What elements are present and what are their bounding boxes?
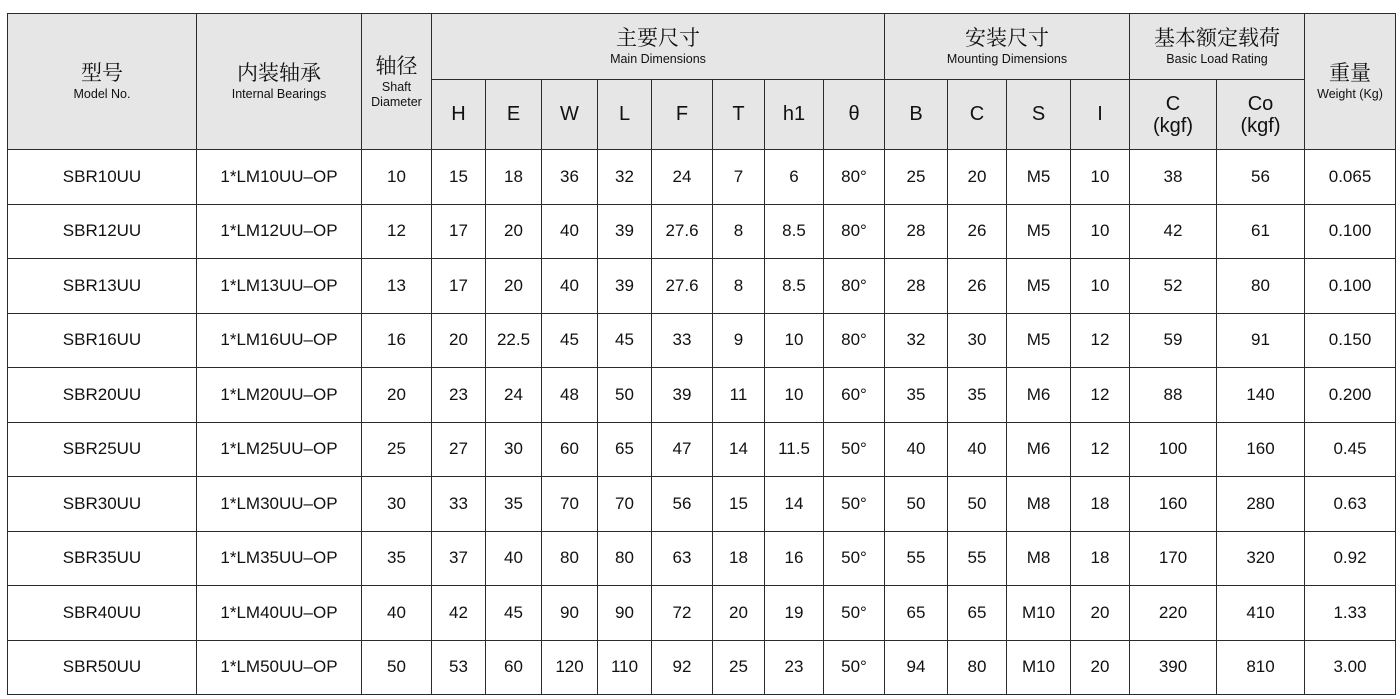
cell-t: 8 [713,259,765,314]
cell-h: 23 [432,368,486,423]
cell-i: 10 [1071,204,1130,259]
cell-c: 40 [948,422,1007,477]
cell-shaft: 50 [362,640,432,695]
col-l: L [598,80,652,150]
col-load-c [1130,80,1217,150]
cell-load-co: 61 [1217,204,1305,259]
cell-model: SBR35UU [8,531,197,586]
cell-weight: 1.33 [1305,586,1396,641]
cell-t: 9 [713,313,765,368]
cell-c: 80 [948,640,1007,695]
cell-e: 40 [486,531,542,586]
col-b: B [885,80,948,150]
cell-shaft: 20 [362,368,432,423]
cell-s: M5 [1007,150,1071,205]
header-model-cn: 型号 [81,62,123,85]
cell-s: M8 [1007,531,1071,586]
header-bearing-en: Internal Bearings [231,87,327,101]
cell-w: 36 [542,150,598,205]
col-h1: h1 [765,80,824,150]
cell-e: 45 [486,586,542,641]
col-e: E [486,80,542,150]
cell-i: 12 [1071,422,1130,477]
cell-s: M10 [1007,640,1071,695]
cell-load-c: 42 [1130,204,1217,259]
cell-l: 80 [598,531,652,586]
cell-f: 56 [652,477,713,532]
cell-i: 12 [1071,368,1130,423]
cell-h: 17 [432,204,486,259]
cell-weight: 0.200 [1305,368,1396,423]
header-weight-cn: 重量 [1329,62,1372,85]
spec-table-body [8,150,1396,695]
cell-weight: 0.63 [1305,477,1396,532]
cell-b: 40 [885,422,948,477]
cell-load-co: 410 [1217,586,1305,641]
cell-load-c: 220 [1130,586,1217,641]
header-model-en: Model No. [73,87,131,101]
cell-shaft: 35 [362,531,432,586]
cell-theta: 80° [824,313,885,368]
cell-load-c: 38 [1130,150,1217,205]
col-c: C [948,80,1007,150]
cell-bearing: 1*LM20UU–OP [197,368,362,423]
cell-shaft: 25 [362,422,432,477]
cell-h1: 10 [765,368,824,423]
table-row [8,259,1396,314]
cell-weight: 0.45 [1305,422,1396,477]
cell-shaft: 40 [362,586,432,641]
cell-i: 20 [1071,586,1130,641]
cell-load-c: 100 [1130,422,1217,477]
cell-l: 45 [598,313,652,368]
col-i: I [1071,80,1130,150]
header-mount-cn: 安装尺寸 [965,27,1049,50]
cell-bearing: 1*LM50UU–OP [197,640,362,695]
cell-h: 33 [432,477,486,532]
table-row [8,531,1396,586]
cell-s: M5 [1007,313,1071,368]
cell-b: 28 [885,204,948,259]
cell-b: 35 [885,368,948,423]
cell-l: 110 [598,640,652,695]
cell-h1: 14 [765,477,824,532]
cell-shaft: 30 [362,477,432,532]
cell-model: SBR16UU [8,313,197,368]
cell-bearing: 1*LM35UU–OP [197,531,362,586]
cell-load-c: 170 [1130,531,1217,586]
cell-load-co: 160 [1217,422,1305,477]
cell-s: M6 [1007,368,1071,423]
header-load-cn: 基本额定载荷 [1154,27,1281,50]
col-load-c-unit: (kgf) [1153,114,1194,137]
cell-w: 120 [542,640,598,695]
cell-weight: 0.065 [1305,150,1396,205]
cell-weight: 0.100 [1305,259,1396,314]
cell-t: 25 [713,640,765,695]
col-h: H [432,80,486,150]
cell-e: 60 [486,640,542,695]
cell-shaft: 13 [362,259,432,314]
cell-model: SBR40UU [8,586,197,641]
header-load-en: Basic Load Rating [1166,52,1268,66]
cell-t: 18 [713,531,765,586]
cell-h: 37 [432,531,486,586]
cell-s: M5 [1007,259,1071,314]
cell-theta: 50° [824,586,885,641]
cell-theta: 60° [824,368,885,423]
cell-theta: 50° [824,477,885,532]
table-row [8,313,1396,368]
cell-s: M8 [1007,477,1071,532]
cell-s: M10 [1007,586,1071,641]
cell-f: 33 [652,313,713,368]
cell-shaft: 16 [362,313,432,368]
cell-c: 30 [948,313,1007,368]
cell-weight: 3.00 [1305,640,1396,695]
cell-h: 20 [432,313,486,368]
cell-bearing: 1*LM10UU–OP [197,150,362,205]
cell-w: 80 [542,531,598,586]
cell-h: 15 [432,150,486,205]
cell-theta: 50° [824,422,885,477]
cell-e: 35 [486,477,542,532]
cell-t: 11 [713,368,765,423]
cell-c: 65 [948,586,1007,641]
cell-weight: 0.150 [1305,313,1396,368]
cell-load-co: 140 [1217,368,1305,423]
cell-load-c: 52 [1130,259,1217,314]
cell-h: 53 [432,640,486,695]
cell-h1: 10 [765,313,824,368]
col-w: W [542,80,598,150]
cell-l: 39 [598,259,652,314]
header-main-dimensions [432,14,885,80]
header-weight-en: Weight (Kg) [1317,87,1383,101]
cell-h1: 8.5 [765,204,824,259]
cell-e: 30 [486,422,542,477]
header-mounting-dimensions [885,14,1130,80]
cell-c: 26 [948,204,1007,259]
cell-model: SBR20UU [8,368,197,423]
cell-bearing: 1*LM30UU–OP [197,477,362,532]
cell-c: 35 [948,368,1007,423]
header-main-cn: 主要尺寸 [616,27,700,50]
cell-load-co: 320 [1217,531,1305,586]
cell-b: 94 [885,640,948,695]
cell-theta: 80° [824,259,885,314]
header-load-rating [1130,14,1305,80]
cell-h1: 19 [765,586,824,641]
cell-h1: 16 [765,531,824,586]
col-load-c-symbol: C [1165,92,1181,115]
cell-i: 10 [1071,150,1130,205]
header-shaft-en2: Diameter [371,94,422,109]
cell-l: 39 [598,204,652,259]
cell-e: 22.5 [486,313,542,368]
cell-b: 50 [885,477,948,532]
cell-weight: 0.100 [1305,204,1396,259]
cell-b: 32 [885,313,948,368]
cell-l: 65 [598,422,652,477]
col-load-co-symbol: Co [1247,92,1274,115]
cell-h1: 23 [765,640,824,695]
cell-weight: 0.92 [1305,531,1396,586]
header-shaft-cn: 轴径 [375,54,418,78]
cell-i: 18 [1071,531,1130,586]
cell-model: SBR13UU [8,259,197,314]
cell-h: 42 [432,586,486,641]
cell-bearing: 1*LM25UU–OP [197,422,362,477]
header-shaft [362,14,432,150]
cell-b: 25 [885,150,948,205]
cell-w: 70 [542,477,598,532]
cell-model: SBR10UU [8,150,197,205]
table-row [8,586,1396,641]
cell-f: 39 [652,368,713,423]
table-row [8,477,1396,532]
cell-f: 47 [652,422,713,477]
cell-w: 48 [542,368,598,423]
header-shaft-en1: Shaft [381,79,412,94]
cell-s: M5 [1007,204,1071,259]
cell-b: 65 [885,586,948,641]
cell-e: 20 [486,259,542,314]
cell-model: SBR50UU [8,640,197,695]
cell-bearing: 1*LM16UU–OP [197,313,362,368]
col-f: F [652,80,713,150]
col-s: S [1007,80,1071,150]
cell-c: 55 [948,531,1007,586]
cell-f: 63 [652,531,713,586]
cell-w: 60 [542,422,598,477]
cell-f: 92 [652,640,713,695]
cell-load-c: 160 [1130,477,1217,532]
cell-c: 26 [948,259,1007,314]
cell-w: 40 [542,204,598,259]
cell-w: 90 [542,586,598,641]
header-main-en: Main Dimensions [610,52,706,66]
cell-i: 20 [1071,640,1130,695]
cell-shaft: 10 [362,150,432,205]
col-t: T [713,80,765,150]
col-load-co [1217,80,1305,150]
spec-table [7,13,1396,695]
cell-f: 27.6 [652,204,713,259]
header-bearing [197,14,362,150]
cell-load-co: 280 [1217,477,1305,532]
cell-e: 24 [486,368,542,423]
table-row [8,204,1396,259]
cell-bearing: 1*LM13UU–OP [197,259,362,314]
table-row [8,422,1396,477]
cell-s: M6 [1007,422,1071,477]
cell-h1: 8.5 [765,259,824,314]
cell-theta: 80° [824,150,885,205]
cell-i: 12 [1071,313,1130,368]
cell-f: 72 [652,586,713,641]
cell-l: 32 [598,150,652,205]
cell-h: 17 [432,259,486,314]
header-bearing-cn: 内装轴承 [237,62,321,85]
cell-model: SBR12UU [8,204,197,259]
cell-f: 27.6 [652,259,713,314]
cell-b: 55 [885,531,948,586]
cell-bearing: 1*LM40UU–OP [197,586,362,641]
cell-theta: 80° [824,204,885,259]
cell-h: 27 [432,422,486,477]
cell-load-co: 91 [1217,313,1305,368]
cell-c: 50 [948,477,1007,532]
header-weight [1305,14,1396,150]
table-row [8,640,1396,695]
cell-load-c: 88 [1130,368,1217,423]
cell-e: 18 [486,150,542,205]
cell-t: 20 [713,586,765,641]
cell-i: 10 [1071,259,1130,314]
cell-c: 20 [948,150,1007,205]
col-theta: θ [824,80,885,150]
cell-theta: 50° [824,531,885,586]
cell-load-c: 390 [1130,640,1217,695]
cell-h1: 6 [765,150,824,205]
cell-e: 20 [486,204,542,259]
cell-load-co: 810 [1217,640,1305,695]
cell-t: 14 [713,422,765,477]
cell-w: 40 [542,259,598,314]
cell-shaft: 12 [362,204,432,259]
cell-f: 24 [652,150,713,205]
cell-h1: 11.5 [765,422,824,477]
col-load-co-unit: (kgf) [1240,114,1281,137]
cell-load-c: 59 [1130,313,1217,368]
cell-bearing: 1*LM12UU–OP [197,204,362,259]
cell-load-co: 56 [1217,150,1305,205]
cell-b: 28 [885,259,948,314]
cell-theta: 50° [824,640,885,695]
table-row [8,368,1396,423]
cell-model: SBR30UU [8,477,197,532]
cell-l: 70 [598,477,652,532]
cell-w: 45 [542,313,598,368]
cell-t: 15 [713,477,765,532]
header-mount-en: Mounting Dimensions [946,52,1068,66]
cell-t: 8 [713,204,765,259]
header-model [8,14,197,150]
cell-t: 7 [713,150,765,205]
cell-i: 18 [1071,477,1130,532]
cell-model: SBR25UU [8,422,197,477]
cell-l: 50 [598,368,652,423]
cell-load-co: 80 [1217,259,1305,314]
cell-l: 90 [598,586,652,641]
table-row [8,150,1396,205]
